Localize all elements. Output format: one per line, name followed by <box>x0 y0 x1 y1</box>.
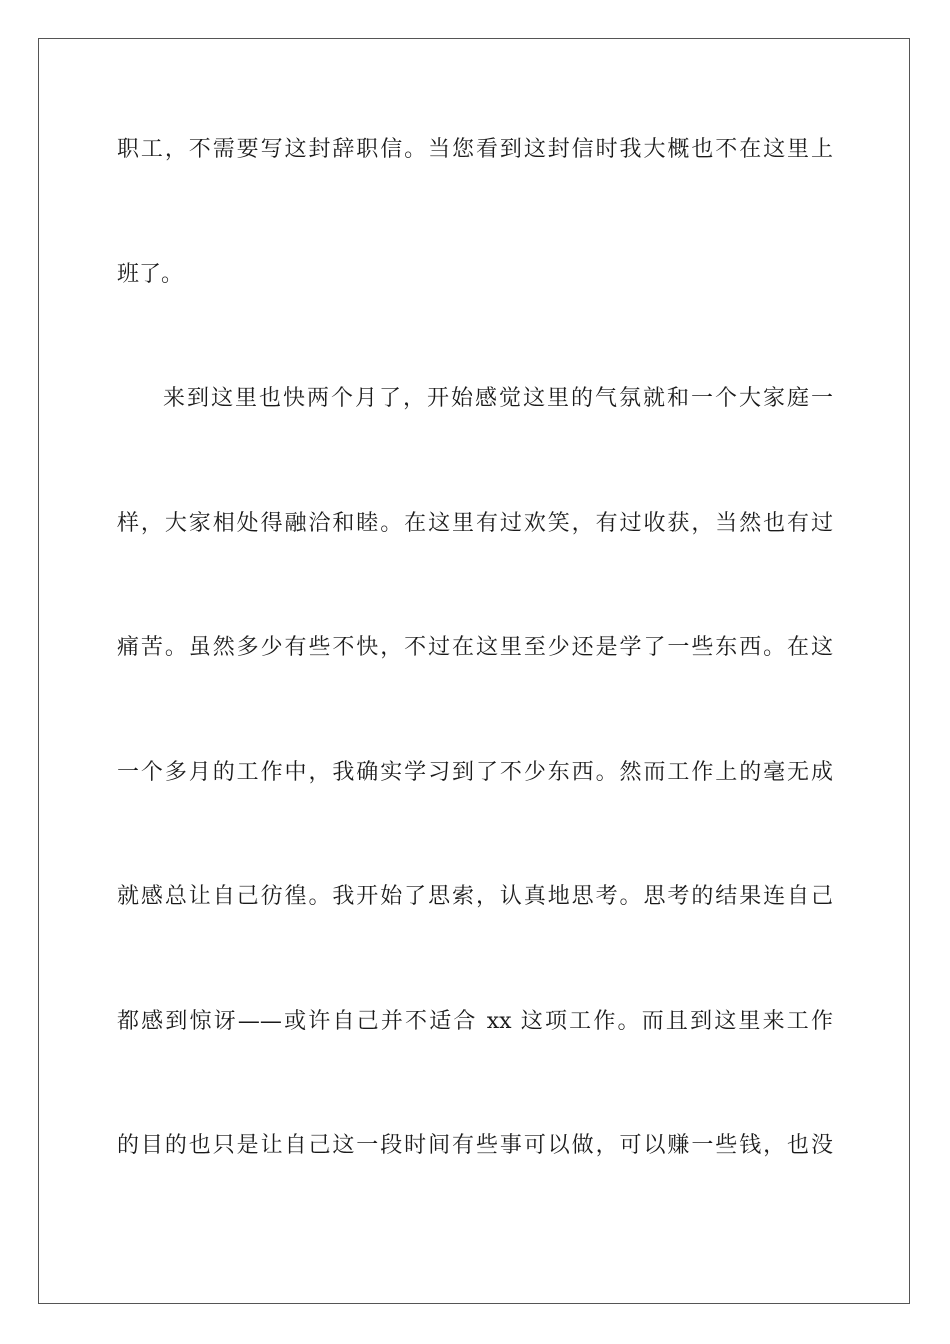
text-line-5: 痛苦。虽然多少有些不快，不过在这里至少还是学了一些东西。在这 <box>117 635 833 660</box>
text-line-9: 的目的也只是让自己这一段时间有些事可以做，可以赚一些钱，也没 <box>117 1133 833 1158</box>
page-frame <box>38 38 910 1304</box>
text-line-8: 都感到惊讶——或许自己并不适合 xx 这项工作。而且到这里来工作 <box>117 1009 833 1034</box>
text-line-6: 一个多月的工作中，我确实学习到了不少东西。然而工作上的毫无成 <box>117 760 833 785</box>
text-line-7: 就感总让自己彷徨。我开始了思索，认真地思考。思考的结果连自己 <box>117 884 833 909</box>
text-line-4: 样，大家相处得融洽和睦。在这里有过欢笑，有过收获，当然也有过 <box>117 511 833 536</box>
text-line-3: 来到这里也快两个月了，开始感觉这里的气氛就和一个大家庭一 <box>163 386 833 411</box>
text-line-2: 班了。 <box>117 262 184 287</box>
text-line-1: 职工，不需要写这封辞职信。当您看到这封信时我大概也不在这里上 <box>117 137 833 162</box>
